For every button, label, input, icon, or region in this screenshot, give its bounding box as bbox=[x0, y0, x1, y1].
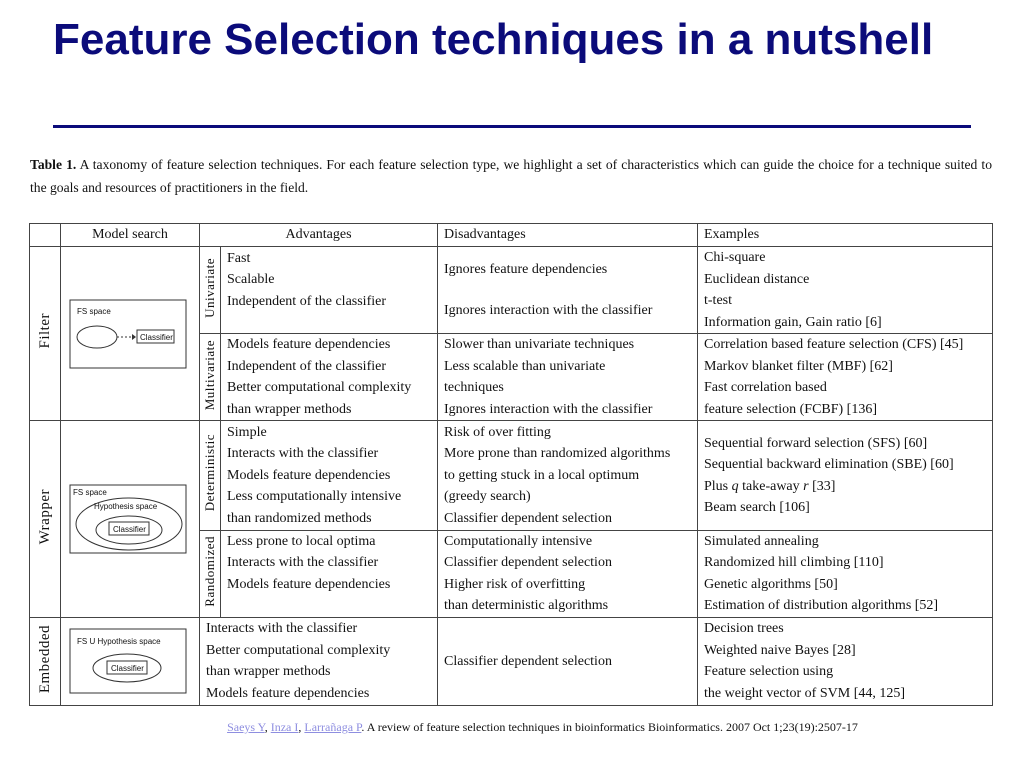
slide-title: Feature Selection techniques in a nutshell bbox=[53, 15, 934, 64]
header-row bbox=[30, 224, 993, 247]
univariate-examples: Chi-square Euclidean distance t-test Information gain, Gain ratio [6] bbox=[698, 247, 993, 334]
randomized-advantages: Less prone to local optima Interacts with the classifier Models feature dependencies bbox=[221, 530, 438, 617]
filter-model-diagram bbox=[69, 299, 187, 369]
filter-diagram bbox=[61, 247, 200, 421]
category-filter: Filter bbox=[30, 247, 61, 421]
taxonomy-table bbox=[29, 223, 993, 706]
deterministic-disadvantages: Risk of over fitting More prone than randomized algorithms to getting stuck in a local optimum (greedy search) Classifier dependent selection bbox=[438, 421, 698, 530]
svg-text:FS U Hypothesis space: FS U Hypothesis space bbox=[77, 637, 161, 647]
table-row-deterministic bbox=[30, 421, 993, 530]
randomized-disadvantages: Computationally intensive Classifier dependent selection Higher risk of overfitting than deterministic algorithms bbox=[438, 530, 698, 617]
svg-text:FS space: FS space bbox=[77, 306, 111, 316]
wrapper-model-diagram bbox=[69, 484, 187, 554]
deterministic-examples: Sequential forward selection (SFS) [60] Sequential backward elimination (SBE) [60] Plus q take-away r [33] Beam search [106] bbox=[698, 421, 993, 530]
citation: Saeys Y, Inza I, Larrañaga P. A review of feature selection techniques in bioinformatics Bioinformatics. 2007 Oct 1;23(19):2507-17 bbox=[227, 720, 858, 734]
header-model-search: Model search bbox=[61, 224, 200, 247]
multivariate-examples: Correlation based feature selection (CFS) [45] Markov blanket filter (MBF) [62] Fast correlation based feature selection (FCBF) [136] bbox=[698, 334, 993, 421]
embedded-examples: Decision trees Weighted naive Bayes [28] Feature selection using the weight vector of SVM [44, 125] bbox=[698, 617, 993, 705]
svg-text:Classifier: Classifier bbox=[113, 525, 146, 535]
citation-author-link-2[interactable]: Inza I bbox=[270, 720, 299, 734]
caption-label: Table 1. bbox=[30, 157, 77, 172]
embedded-advantages: Interacts with the classifier Better computational complexity than wrapper methods Models feature dependencies bbox=[200, 617, 438, 705]
header-advantages: Advantages bbox=[200, 224, 438, 247]
category-wrapper: Wrapper bbox=[30, 421, 61, 617]
embedded-disadvantages: Classifier dependent selection bbox=[438, 617, 698, 705]
caption-text: A taxonomy of feature selection techniques. For each feature selection type, we highlight a set of characteristics which can guide the choice for a technique suited to the goals and resources of practitioners in the field. bbox=[30, 157, 992, 195]
univariate-disadvantages: Ignores feature dependencies Ignores interaction with the classifier bbox=[438, 247, 698, 334]
subtype-univariate: Univariate bbox=[200, 247, 221, 334]
svg-text:Classifier: Classifier bbox=[140, 332, 173, 342]
table-row-embedded bbox=[30, 617, 993, 705]
multivariate-disadvantages: Slower than univariate techniques Less scalable than univariate techniques Ignores interaction with the classifier bbox=[438, 334, 698, 421]
wrapper-diagram bbox=[61, 421, 200, 617]
embedded-diagram bbox=[61, 617, 200, 705]
category-embedded: Embedded bbox=[30, 617, 61, 705]
subtype-deterministic: Deterministic bbox=[200, 421, 221, 530]
table-row-univariate bbox=[30, 247, 993, 334]
subtype-multivariate: Multivariate bbox=[200, 334, 221, 421]
multivariate-advantages: Models feature dependencies Independent of the classifier Better computational complexity than wrapper methods bbox=[221, 334, 438, 421]
citation-author-link-3[interactable]: Larrañaga P bbox=[304, 720, 362, 734]
table-caption bbox=[30, 153, 992, 199]
embedded-model-diagram bbox=[69, 628, 187, 694]
deterministic-advantages: Simple Interacts with the classifier Models feature dependencies Less computationally intensive than randomized methods bbox=[221, 421, 438, 530]
title-underline bbox=[53, 125, 971, 128]
svg-text:Classifier: Classifier bbox=[111, 664, 144, 674]
univariate-advantages: Fast Scalable Independent of the classifier bbox=[221, 247, 438, 334]
header-examples: Examples bbox=[698, 224, 993, 247]
svg-text:Hypothesis space: Hypothesis space bbox=[94, 502, 158, 512]
citation-reference: . A review of feature selection techniques in bioinformatics Bioinformatics. 2007 Oct 1;23(19):2507-17 bbox=[361, 720, 858, 734]
citation-author-link-1[interactable]: Saeys Y bbox=[227, 720, 265, 734]
subtype-randomized: Randomized bbox=[200, 530, 221, 617]
plus-q-takeaway-r: Plus q take-away r [33] bbox=[704, 478, 836, 494]
svg-text:FS space: FS space bbox=[73, 488, 107, 498]
randomized-examples: Simulated annealing Randomized hill climbing [110] Genetic algorithms [50] Estimation of distribution algorithms [52] bbox=[698, 530, 993, 617]
header-cell-empty bbox=[30, 224, 61, 247]
header-disadvantages: Disadvantages bbox=[438, 224, 698, 247]
